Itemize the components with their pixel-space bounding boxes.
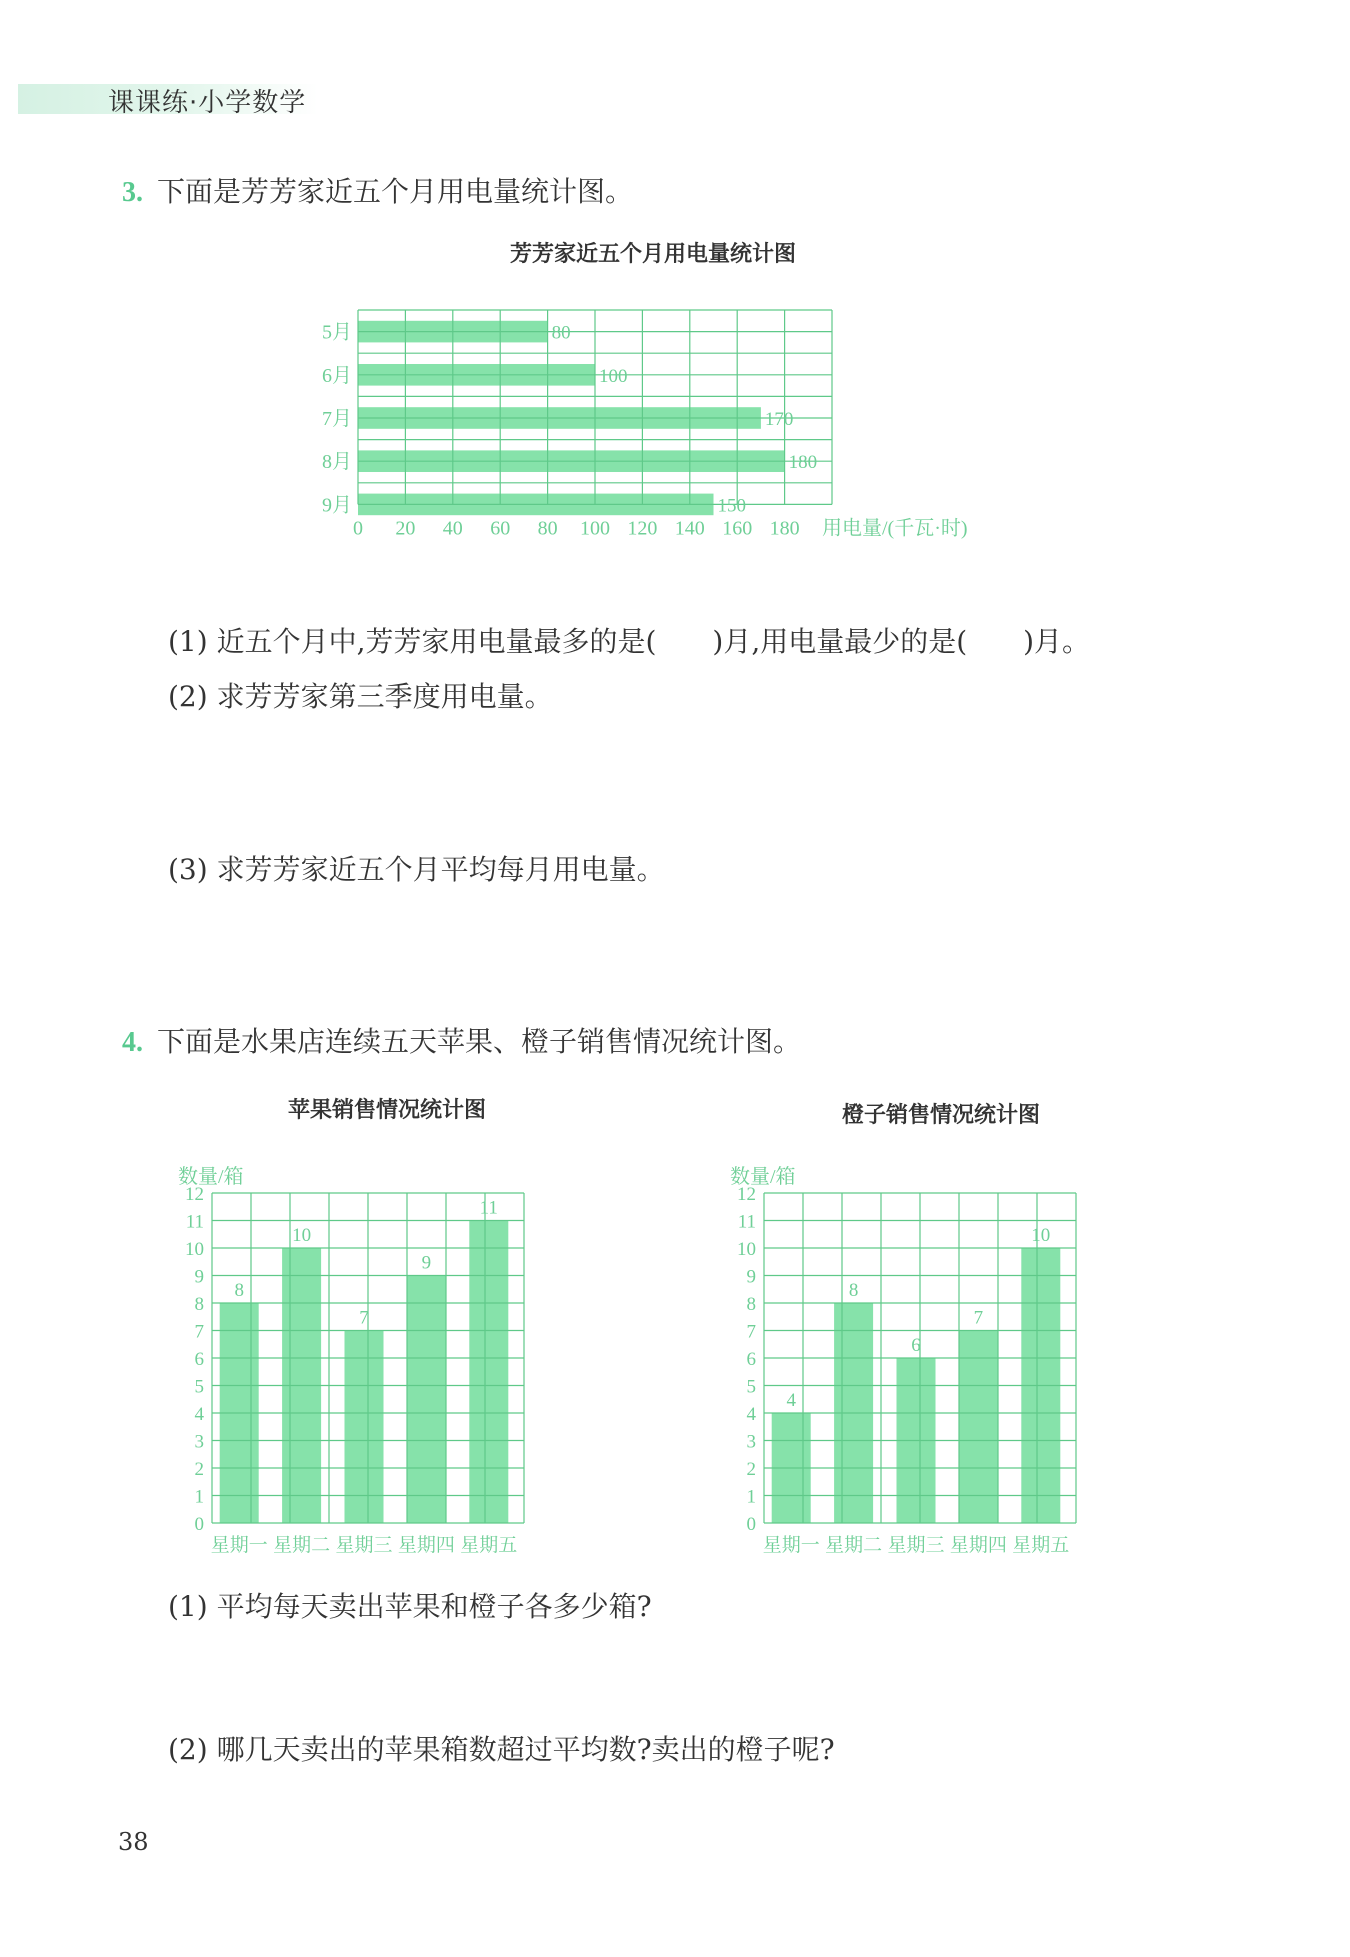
orange-y-tick: 8: [746, 1294, 756, 1315]
orange-y-tick: 5: [746, 1376, 756, 1398]
apple-y-tick: 6: [194, 1349, 204, 1370]
orange-category-label: 星期四: [949, 1535, 1007, 1556]
electricity-x-tick: 60: [490, 517, 511, 540]
orange-y-tick: 10: [737, 1239, 756, 1260]
apple-category-label: 星期四: [397, 1535, 455, 1556]
apple-value-label: 9: [421, 1252, 432, 1274]
electricity-x-axis-label: 用电量/(千瓦·时): [822, 517, 968, 540]
orange-category-label: 星期五: [1012, 1535, 1070, 1556]
apple-category-label: 星期一: [210, 1535, 268, 1556]
orange-category-label: 星期二: [825, 1535, 883, 1556]
orange-y-tick: 9: [746, 1266, 756, 1288]
electricity-bar-chart: [300, 295, 1040, 595]
question-4-title: [122, 1020, 801, 1060]
apple-bar-5: [469, 1221, 508, 1524]
question-3-number: 3.: [122, 177, 143, 208]
question-3-sub-1: (1) 近五个月中,芳芳家用电量最多的是( )月,用电量最少的是( )月。: [168, 625, 1091, 658]
question-4-number: 4.: [122, 1027, 143, 1058]
orange-y-tick: 7: [746, 1321, 756, 1343]
apple-category-label: 星期五: [460, 1535, 518, 1556]
apple-bar-chart: [170, 1150, 650, 1560]
apple-category-label: 星期二: [273, 1535, 331, 1556]
electricity-category-label: 5月: [322, 321, 352, 344]
apple-bar-3: [345, 1331, 384, 1524]
electricity-value-label: 100: [599, 365, 628, 387]
apple-y-tick: 3: [194, 1431, 204, 1453]
apple-y-tick: 0: [194, 1514, 204, 1535]
apple-y-tick: 1: [194, 1486, 204, 1508]
apple-value-label: 11: [479, 1197, 498, 1219]
orange-value-label: 6: [911, 1335, 921, 1356]
question-3-sub-3: (3) 求芳芳家近五个月平均每月用电量。: [168, 853, 665, 886]
electricity-value-label: 80: [551, 322, 571, 344]
electricity-x-tick: 0: [353, 517, 363, 540]
electricity-x-tick: 20: [395, 517, 416, 540]
electricity-chart-title: 芳芳家近五个月用电量统计图: [510, 242, 797, 267]
apple-y-tick: 2: [194, 1459, 204, 1480]
electricity-x-tick: 160: [722, 517, 753, 540]
orange-y-tick: 12: [737, 1184, 756, 1205]
orange-y-axis-label: 数量/箱: [730, 1166, 796, 1188]
electricity-value-label: 150: [717, 495, 746, 517]
apple-value-label: 10: [292, 1225, 312, 1246]
electricity-x-tick: 180: [769, 517, 800, 540]
electricity-category-label: 6月: [322, 364, 352, 387]
orange-y-tick: 3: [746, 1431, 756, 1453]
apple-value-label: 7: [359, 1307, 369, 1329]
apple-category-label: 星期三: [335, 1535, 393, 1556]
electricity-x-tick: 100: [580, 517, 610, 540]
electricity-x-tick: 80: [537, 517, 558, 540]
apple-y-tick: 7: [194, 1321, 204, 1343]
page-number: 38: [118, 1828, 149, 1856]
electricity-category-label: 8月: [322, 451, 352, 474]
apple-y-tick: 4: [194, 1404, 204, 1425]
orange-y-tick: 2: [746, 1459, 756, 1480]
question-4-sub-2: (2) 哪几天卖出的苹果箱数超过平均数?卖出的橙子呢?: [168, 1733, 835, 1766]
orange-value-label: 4: [786, 1390, 796, 1411]
electricity-value-label: 180: [788, 452, 818, 474]
question-4-sub-1: (1) 平均每天卖出苹果和橙子各多少箱?: [168, 1590, 652, 1623]
orange-category-label: 星期一: [762, 1535, 820, 1556]
apple-value-label: 8: [234, 1280, 244, 1301]
apple-y-tick: 9: [194, 1266, 204, 1288]
apple-y-tick: 5: [194, 1376, 204, 1398]
orange-category-label: 星期三: [887, 1535, 945, 1556]
apple-y-tick: 10: [185, 1239, 204, 1260]
orange-value-label: 7: [973, 1307, 984, 1329]
orange-y-tick: 0: [746, 1514, 756, 1535]
question-3-text: 下面是芳芳家近五个月用电量统计图。: [157, 175, 634, 208]
orange-y-tick: 6: [746, 1349, 756, 1370]
orange-value-label: 8: [848, 1280, 859, 1301]
apple-y-tick: 11: [185, 1211, 204, 1233]
apple-bar-4: [407, 1276, 446, 1524]
electricity-category-label: 9月: [322, 494, 352, 517]
electricity-value-label: 170: [764, 409, 794, 430]
orange-value-label: 10: [1031, 1225, 1051, 1246]
apple-y-tick: 8: [194, 1294, 204, 1315]
orange-bar-4: [959, 1331, 998, 1524]
orange-y-tick: 4: [746, 1404, 756, 1425]
electricity-x-tick: 40: [442, 517, 463, 540]
question-4-text: 下面是水果店连续五天苹果、橙子销售情况统计图。: [157, 1025, 802, 1058]
apple-y-axis-label: 数量/箱: [178, 1166, 244, 1188]
electricity-x-tick: 140: [674, 517, 705, 540]
orange-y-tick: 1: [746, 1486, 756, 1508]
question-3-sub-2: (2) 求芳芳家第三季度用电量。: [168, 680, 553, 713]
orange-bar-chart: [722, 1150, 1202, 1560]
header-title: 课课练·小学数学: [108, 88, 307, 118]
orange-chart-title: 橙子销售情况统计图: [842, 1103, 1041, 1128]
electricity-category-label: 7月: [322, 408, 352, 430]
apple-y-tick: 12: [185, 1184, 204, 1205]
electricity-x-tick: 120: [627, 517, 658, 540]
question-3-title: [122, 170, 633, 210]
orange-y-tick: 11: [737, 1211, 756, 1233]
apple-chart-title: 苹果销售情况统计图: [288, 1098, 487, 1123]
